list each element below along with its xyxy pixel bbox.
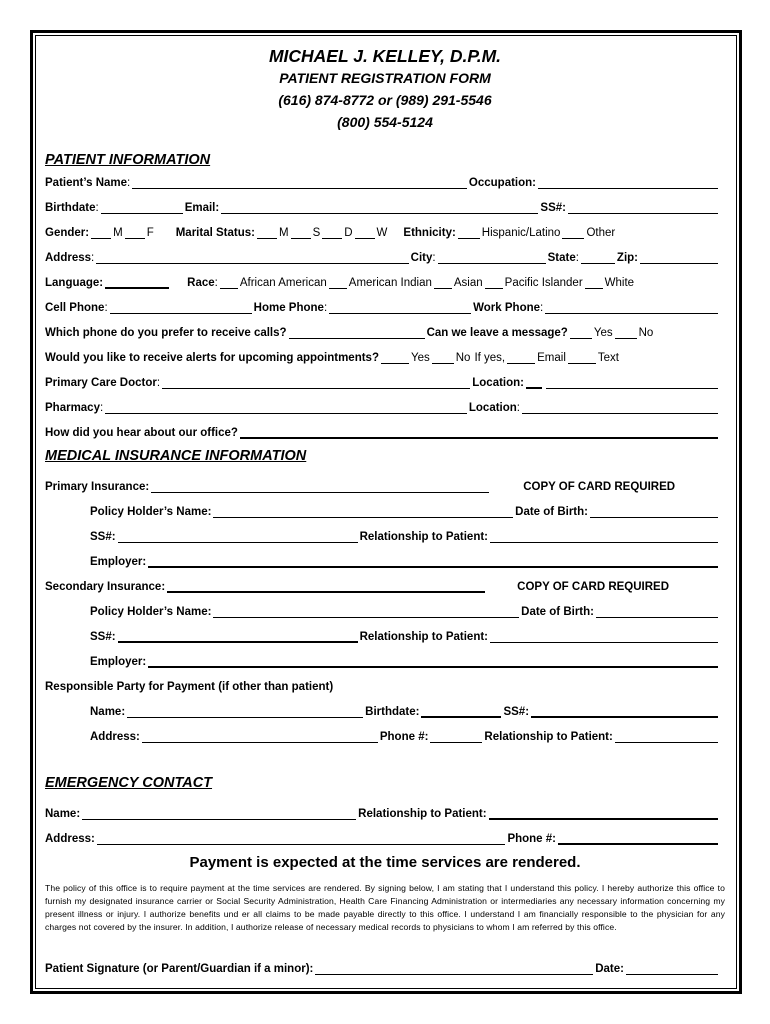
alerts-email-label: Email (537, 352, 566, 364)
row-birthdate: Birthdate : Email: SS#: (45, 198, 720, 214)
message-no-label: No (638, 327, 654, 339)
alerts-no-box[interactable] (432, 352, 454, 364)
ethnicity-hispanic-box[interactable] (458, 227, 480, 239)
language-field[interactable] (105, 276, 169, 289)
insurance-heading: MEDICAL INSURANCE INFORMATION (45, 448, 307, 464)
marital-s-box[interactable] (291, 227, 311, 239)
secondary-insurance-field[interactable] (167, 580, 485, 593)
race-american-indian-box[interactable] (329, 277, 347, 289)
race-asian-box[interactable] (434, 277, 452, 289)
primary-ssn-field[interactable] (118, 531, 358, 543)
policy-text: The policy of this office is to require payment at the time services are rendered. By signing below, I am stating that I understand this policy. I hereby authorize this office to furnish my designated insurance carrier or Social Security Administration, Health Care Financing Administration or intermediaries any necessary information concerning my present illness or injury. I authorize benefits und er all claims to be made payable directly to this office. I understand I am financially responsible to the physician for any charges not covered by the insurer. In addition, I authorize release of necessary medical records to physicians to whom I am referred by this office. (45, 883, 725, 932)
primary-relationship-field[interactable] (490, 531, 718, 543)
row-gender-marital-ethnicity (45, 223, 720, 239)
responsible-party-label: Responsible Party for Payment (if other than patient) (45, 681, 334, 693)
row-primary-insurance (45, 477, 720, 493)
cell-phone-label: Cell Phone (45, 302, 105, 314)
emergency-relationship-field[interactable] (489, 807, 718, 820)
row-secondary-ssn (90, 627, 720, 643)
message-no-box[interactable] (615, 327, 637, 339)
responsible-address-field[interactable] (142, 731, 378, 743)
secondary-employer-label: Employer: (90, 656, 147, 668)
primary-care-doctor-label: Primary Care Doctor (45, 377, 157, 389)
marital-status-label: Marital Status: (175, 227, 255, 239)
message-yes-label: Yes (593, 327, 613, 339)
race-pacific-islander-box[interactable] (485, 277, 503, 289)
emergency-name-field[interactable] (82, 808, 356, 820)
form-title: PATIENT REGISTRATION FORM (279, 70, 491, 86)
responsible-birthdate-label: Birthdate: (365, 706, 420, 718)
alerts-no-label: No (455, 352, 471, 364)
pharmacy-location-field[interactable] (522, 402, 718, 414)
row-referral (45, 423, 720, 439)
gender-label: Gender: (45, 227, 90, 239)
row-emergency-address (45, 829, 720, 845)
responsible-phone-field[interactable] (430, 731, 482, 743)
row-secondary-employer (90, 652, 720, 668)
secondary-dob-field[interactable] (596, 606, 718, 618)
row-responsible-name (90, 702, 720, 718)
primary-insurance-field[interactable] (151, 481, 489, 493)
alerts-email-box[interactable] (507, 352, 535, 364)
home-phone-label: Home Phone (253, 302, 324, 314)
primary-copy-required-note: COPY OF CARD REQUIRED (523, 481, 676, 493)
row-emergency-name (45, 804, 720, 820)
row-phones: Cell Phone : Home Phone : Work Phone : (45, 298, 720, 314)
primary-ssn-label: SS#: (90, 531, 116, 543)
marital-d-box[interactable] (322, 227, 342, 239)
email-field[interactable] (221, 202, 538, 214)
office-phones: (616) 874-8772 or (989) 291-5546 (278, 92, 492, 108)
responsible-ssn-field[interactable] (531, 705, 718, 718)
signature-field[interactable] (315, 963, 593, 975)
state-field[interactable] (581, 252, 615, 264)
row-language-race: Language: Race : African American American Indian Asian Pacific Islander White (45, 277, 635, 289)
secondary-relationship-field[interactable] (490, 631, 718, 643)
secondary-relationship-label: Relationship to Patient: (359, 631, 488, 643)
gender-f-box[interactable] (125, 227, 145, 239)
row-responsible-address (90, 727, 720, 743)
secondary-holder-label: Policy Holder’s Name: (90, 606, 212, 618)
row-signature (45, 959, 720, 975)
leave-message-label: Can we leave a message? (426, 327, 568, 339)
alerts-yes-box[interactable] (381, 352, 409, 364)
primary-dob-field[interactable] (590, 506, 718, 518)
pharmacy-label: Pharmacy (45, 402, 100, 414)
home-phone-field[interactable] (329, 302, 471, 314)
primary-relationship-label: Relationship to Patient: (359, 531, 488, 543)
work-phone-field[interactable] (545, 302, 718, 314)
emergency-relationship-label: Relationship to Patient: (358, 808, 487, 820)
address-field[interactable] (96, 252, 408, 264)
ethnicity-hispanic-label: Hispanic/Latino (481, 227, 561, 239)
row-primary-care: Primary Care Doctor : Location: (45, 373, 720, 389)
primary-employer-label: Employer: (90, 556, 147, 568)
patient-information-heading: PATIENT INFORMATION (45, 152, 211, 168)
secondary-ssn-label: SS#: (90, 631, 116, 643)
responsible-relationship-field[interactable] (615, 731, 718, 743)
birthdate-label: Birthdate (45, 202, 96, 214)
row-secondary-holder (90, 602, 720, 618)
signature-label: Patient Signature (or Parent/Guardian if a minor): (45, 963, 314, 975)
emergency-address-field[interactable] (97, 833, 506, 845)
language-label: Language: (45, 277, 104, 289)
alerts-label: Would you like to receive alerts for upcoming appointments? (45, 352, 379, 364)
primary-employer-field[interactable] (148, 555, 718, 568)
secondary-dob-label: Date of Birth: (521, 606, 594, 618)
responsible-birthdate-field[interactable] (421, 705, 501, 718)
race-white-label: White (604, 277, 635, 289)
referral-label: How did you hear about our office? (45, 427, 238, 439)
primary-holder-label: Policy Holder’s Name: (90, 506, 212, 518)
address-label: Address (45, 252, 92, 264)
occupation-field[interactable] (538, 177, 718, 189)
row-alerts (45, 348, 720, 364)
city-label: City (410, 252, 433, 264)
row-responsible-party (45, 677, 720, 693)
state-label: State (547, 252, 576, 264)
office-toll-free-phone: (800) 554-5124 (337, 114, 433, 130)
occupation-label: Occupation: (468, 177, 536, 189)
patient-name-field[interactable] (132, 177, 467, 189)
marital-d-label: D (344, 227, 353, 239)
doctor-name: MICHAEL J. KELLEY, D.P.M. (268, 46, 502, 66)
patient-name-label: Patient’s Name (45, 177, 128, 189)
row-pharmacy: Pharmacy : Location : (45, 398, 720, 414)
row-primary-holder (90, 502, 720, 518)
gender-m-box[interactable] (91, 227, 111, 239)
zip-label: Zip: (616, 252, 638, 264)
message-yes-box[interactable] (570, 327, 592, 339)
emergency-phone-label: Phone #: (507, 833, 556, 845)
row-primary-employer (90, 552, 720, 568)
referral-field[interactable] (240, 426, 718, 439)
city-field[interactable] (438, 252, 546, 264)
secondary-employer-field[interactable] (148, 655, 718, 668)
row-secondary-insurance (45, 577, 720, 593)
race-american-indian-label: American Indian (348, 277, 432, 289)
secondary-insurance-label: Secondary Insurance: (45, 581, 166, 593)
marital-m-label: M (278, 227, 289, 239)
row-address: Address : City : State : Zip: (45, 248, 720, 264)
row-patient-name: Patient’s Name : Occupation: (45, 173, 720, 189)
signature-date-label: Date: (595, 963, 624, 975)
emergency-phone-field[interactable] (558, 832, 718, 845)
secondary-ssn-field[interactable] (118, 630, 358, 643)
cell-phone-field[interactable] (110, 302, 252, 314)
marital-s-label: S (312, 227, 321, 239)
zip-field[interactable] (640, 252, 718, 264)
birthdate-field[interactable] (101, 202, 183, 214)
secondary-copy-required-note: COPY OF CARD REQUIRED (517, 581, 670, 593)
gender-f-label: F (146, 227, 154, 239)
marital-w-label: W (376, 227, 388, 239)
responsible-ssn-label: SS#: (503, 706, 530, 718)
signature-date-field[interactable] (626, 963, 718, 975)
ethnicity-other-box[interactable] (562, 227, 584, 239)
alerts-text-label: Text (597, 352, 619, 364)
ssn-field[interactable] (568, 202, 718, 214)
ethnicity-label: Ethnicity: (403, 227, 456, 239)
phone-preference-field[interactable] (289, 327, 425, 339)
pharmacy-field[interactable] (105, 402, 467, 414)
emergency-contact-heading: EMERGENCY CONTACT (45, 775, 213, 791)
work-phone-label: Work Phone (473, 302, 541, 314)
race-asian-label: Asian (453, 277, 483, 289)
race-white-box[interactable] (585, 277, 603, 289)
payment-notice: Payment is expected at the time services are rendered. (189, 854, 581, 871)
responsible-phone-label: Phone #: (379, 731, 429, 743)
responsible-name-label: Name: (90, 706, 126, 718)
row-phone-preference (45, 323, 720, 339)
email-label: Email: (184, 202, 220, 214)
primary-dob-label: Date of Birth: (515, 506, 588, 518)
emergency-name-label: Name: (45, 808, 81, 820)
primary-care-doctor-field[interactable] (162, 377, 470, 389)
responsible-relationship-label: Relationship to Patient: (484, 731, 613, 743)
secondary-holder-field[interactable] (213, 606, 519, 618)
alerts-if-yes-label: If yes, (474, 352, 506, 364)
ssn-label: SS#: (540, 202, 566, 214)
responsible-address-label: Address: (90, 731, 140, 743)
row-primary-ssn (90, 527, 720, 543)
marital-m-box[interactable] (257, 227, 277, 239)
race-label: Race (187, 277, 215, 289)
pharmacy-location-label: Location (468, 402, 517, 414)
responsible-name-field[interactable] (127, 706, 363, 718)
race-pacific-islander-label: Pacific Islander (504, 277, 583, 289)
pcp-location-label: Location: (472, 377, 524, 389)
alerts-text-box[interactable] (568, 352, 596, 364)
marital-w-box[interactable] (355, 227, 375, 239)
ethnicity-other-label: Other (586, 227, 616, 239)
primary-holder-field[interactable] (213, 506, 513, 518)
pcp-location-prefix-field[interactable] (526, 376, 542, 389)
primary-insurance-label: Primary Insurance: (45, 481, 150, 493)
alerts-yes-label: Yes (410, 352, 430, 364)
emergency-address-label: Address: (45, 833, 95, 845)
race-african-american-label: African American (239, 277, 327, 289)
race-african-american-box[interactable] (220, 277, 238, 289)
phone-preference-label: Which phone do you prefer to receive calls? (45, 327, 287, 339)
pcp-location-field[interactable] (546, 377, 718, 389)
gender-m-label: M (113, 227, 123, 239)
